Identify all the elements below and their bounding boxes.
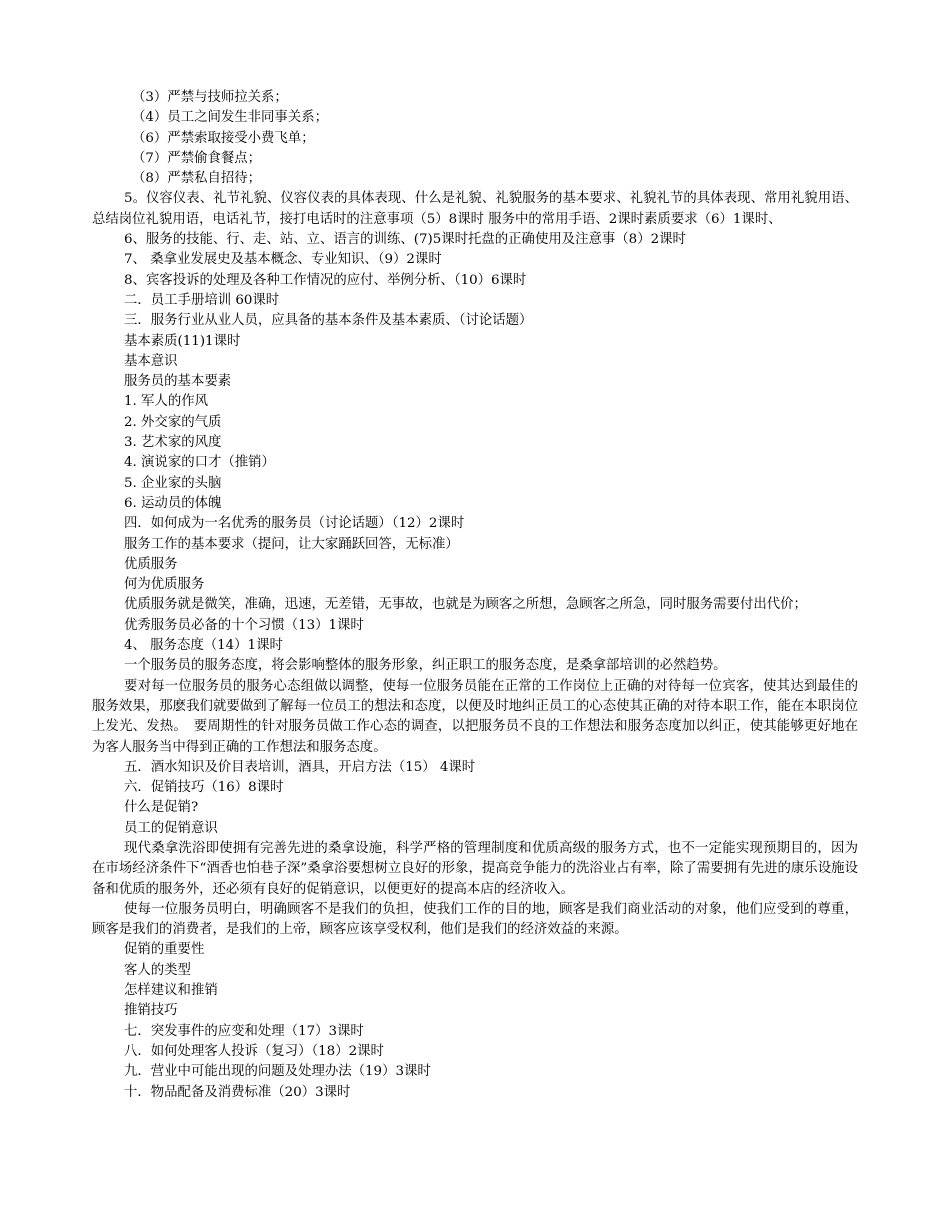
text-line: 七．突发事件的应变和处理（17）3课时: [124, 1023, 364, 1039]
paragraph: 一个服务员的服务态度，将会影响整体的服务形象，纠正职工的服务态度，是桑拿部培训的必然趋势。: [124, 658, 727, 674]
text-line: 3. 艺术家的风度: [124, 435, 222, 451]
text-line: 二．员工手册培训 60课时: [124, 292, 280, 308]
paragraph: 5。仪容仪表、礼节礼貌、仪容仪表的具体表现、什么是礼貌、礼貌服务的基本要求、礼貌礼节的具体表现、常用礼貌用语、总结岗位礼貌用语，电话礼节，接打电话时的注意事项（5）8课时 服务中的常用手语、2课时素质要求（6）1课时、: [92, 191, 858, 227]
text-line: （4）员工之间发生非同事关系；: [132, 110, 328, 126]
text-line: 5. 企业家的头脑: [124, 475, 222, 491]
text-line: 6. 运动员的体魄: [124, 495, 222, 511]
text-line: （6）严禁索取接受小费飞单；: [132, 130, 315, 146]
text-line: 四．如何成为一名优秀的服务员（讨论话题）（12）2课时: [124, 516, 465, 532]
text-line: 基本素质(11)1课时: [124, 333, 241, 349]
text-line: 基本意识: [124, 353, 178, 369]
paragraph: 8、宾客投诉的处理及各种工作情况的应付、举例分析、（10）6课时: [124, 272, 527, 288]
text-line: 客人的类型: [124, 962, 191, 978]
text-line: 2. 外交家的气质: [124, 414, 222, 430]
text-line: （3）严禁与技师拉关系；: [132, 90, 288, 105]
text-line: 五．酒水知识及价目表培训，酒具，开启方法（15） 4课时: [124, 759, 476, 775]
paragraph: 使每一位服务员明白，明确顾客不是我们的负担，使我们工作的目的地，顾客是我们商业活动的对象，他们应受到的尊重，顾客是我们的消费者，是我们的上帝，顾客应该享受权利，他们是我们的经济效益的来源。: [92, 901, 858, 938]
paragraph: 7、 桑拿业发展史及基本概念、专业知识、（9）2课时: [124, 252, 442, 268]
text-line: 优质服务: [124, 556, 178, 572]
text-line: （8）严禁私自招待；: [132, 171, 262, 187]
text-line: 怎样建议和推销: [124, 983, 218, 999]
text-line: 员工的促销意识: [124, 820, 218, 836]
text-line: 优秀服务员必备的十个习惯（13）1课时: [124, 617, 364, 633]
text-line: 三．服务行业从业人员，应具备的基本条件及基本素质、（讨论话题）: [124, 313, 533, 329]
text-line: （7）严禁偷食餐点；: [132, 150, 262, 166]
text-line: 八．如何处理客人投诉（复习）（18）2课时: [124, 1043, 384, 1059]
text-line: 4. 演说家的口才（推销）: [124, 455, 275, 471]
paragraph: 优质服务就是微笑，准确，迅速，无差错，无事故，也就是为顾客之所想，急顾客之所急，同时服务需要付出代价；: [124, 597, 807, 613]
text-line: 4、 服务态度（14）1课时: [124, 638, 283, 654]
text-line: 推销技巧: [124, 1003, 178, 1019]
text-line: 十．物品配备及消费标准（20）3课时: [124, 1084, 351, 1100]
text-line: 何为优质服务: [124, 577, 205, 593]
text-line: 什么是促销?: [124, 800, 199, 816]
text-line: 1. 军人的作风: [124, 394, 208, 410]
paragraph: 现代桑拿洗浴即使拥有完善先进的桑拿设施，科学严格的管理制度和优质高级的服务方式，也不一定能实现预期目的，因为在市场经济条件下“酒香也怕巷子深”桑拿浴要想树立良好的形象，提高竞争能力的洗浴业占有率，除了需要拥有先进的康乐设施设备和优质的服务外，还必须有良好的促销意识，以便更好的提高本店的经济收入。: [92, 840, 858, 897]
text-line: 九．营业中可能出现的问题及处理办法（19）3课时: [124, 1064, 431, 1080]
text-line: 六．促销技巧（16）8课时: [124, 780, 284, 796]
text-line: 服务员的基本要素: [124, 374, 232, 390]
document-body: [92, 88, 858, 1103]
text-line: 促销的重要性: [124, 942, 205, 958]
paragraph: 6、服务的技能、行、走、站、立、语言的训练、(7)5课时托盘的正确使用及注意事（8）2课时: [124, 232, 686, 248]
paragraph: 要对每一位服务员的服务心态组做以调整，使每一位服务员能在正常的工作岗位上正确的对待每一位宾客，使其达到最佳的服务效果，那麽我们就要做到了解每一位员工的想法和态度，以便及时地纠正员工的心态使其正确的对待本职工作，能在本职岗位上发光、发热。 要周期性的针对服务员做工作心态的调查，以把服务员不良的工作想法和服务态度加以纠正，使其能够更好地在为客人服务当中得到正确的工作想法和服务态度。: [92, 678, 858, 755]
text-line: 服务工作的基本要求（提问，让大家踊跃回答，无标准）: [124, 536, 459, 552]
